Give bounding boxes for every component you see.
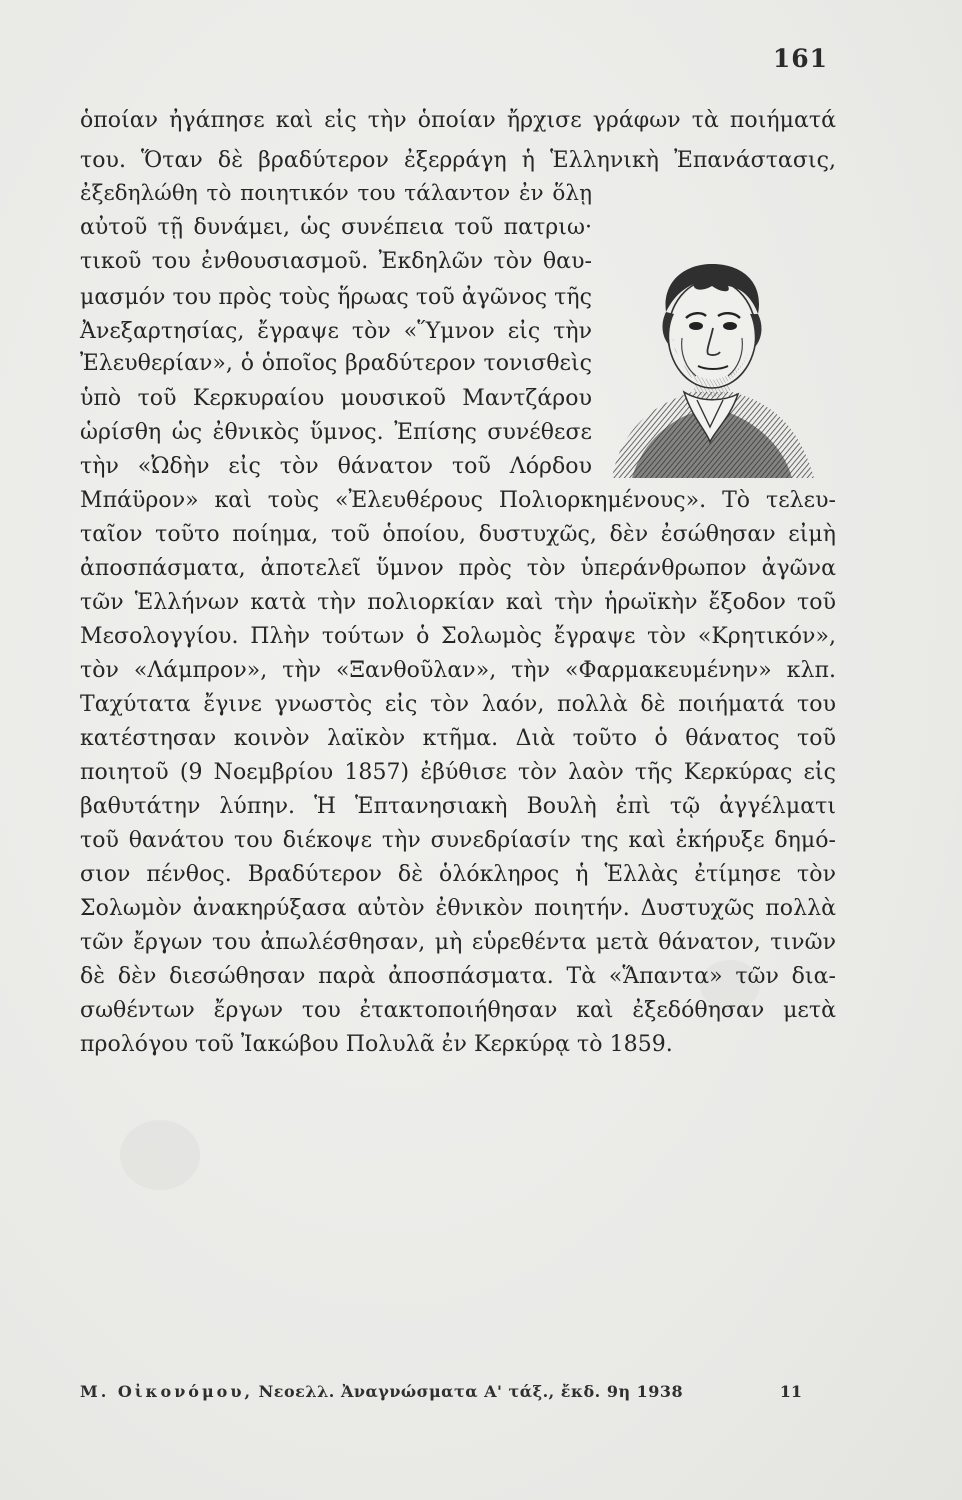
- text-line: τῶν Ἑλλήνων κατὰ τὴν πολιορκίαν καὶ τὴν ἡρωϊκὴν ἔξοδον τοῦ: [80, 590, 836, 615]
- text-line: προλόγου τοῦ Ἰακώβου Πολυλᾶ ἐν Κερκύρᾳ τὸ 1859.: [80, 1032, 673, 1057]
- text-line: δὲ δὲν διεσώθησαν παρὰ ἀποσπάσματα. Τὰ «Ἅπαντα» τῶν δια-: [80, 964, 836, 989]
- text-line: Ἐλευθερίαν», ὁ ὁποῖος βραδύτερον τονισθεὶς: [80, 351, 592, 376]
- text-line: τὸν «Λάμπρον», τὴν «Ξανθοῦλαν», τὴν «Φαρμακευμένην» κλπ.: [80, 658, 836, 683]
- text-line: κατέστησαν κοινὸν λαϊκὸν κτῆμα. Διὰ τοῦτο ὁ θάνατος τοῦ: [80, 726, 836, 751]
- page-footer: [80, 1382, 802, 1401]
- text-line: ἐξεδηλώθη τὸ ποιητικόν του τάλαντον ἐν ὅλῃ: [80, 181, 592, 206]
- text-line: αὐτοῦ τῇ δυνάμει, ὡς συνέπεια τοῦ πατριω·: [80, 215, 592, 240]
- text-line: τῶν ἔργων του ἀπωλέσθησαν, μὴ εὑρεθέντα μετὰ θάνατον, τινῶν: [80, 930, 836, 955]
- text-line: τὴν «Ὠδὴν εἰς τὸν θάνατον τοῦ Λόρδου: [80, 454, 592, 479]
- text-line: του. Ὅταν δὲ βραδύτερον ἐξερράγη ἡ Ἑλληνικὴ Ἐπανάστασις,: [80, 148, 836, 173]
- page-number: 161: [772, 44, 828, 73]
- footer-author: Μ. Οἰκονόμου,: [80, 1382, 254, 1401]
- text-line: Μεσολογγίου. Πλὴν τούτων ὁ Σολωμὸς ἔγραψε τὸν «Κρητικόν»,: [80, 624, 836, 649]
- text-line: Ταχύτατα ἔγινε γνωστὸς εἰς τὸν λαόν, πολλὰ δὲ ποιήματά του: [80, 692, 836, 717]
- text-line: σιον πένθος. Βραδύτερον δὲ ὁλόκληρος ἡ Ἑλλὰς ἐτίμησε τὸν: [80, 862, 836, 887]
- poet-portrait-image: [592, 242, 828, 478]
- text-line: ταῖον τοῦτο ποίημα, τοῦ ὁποίου, δυστυχῶς, δὲν ἐσώθησαν εἰμὴ: [80, 522, 836, 547]
- text-line: ὁποίαν ἠγάπησε καὶ εἰς τὴν ὁποίαν ἤρχισε γράφων τὰ ποιήματά: [80, 108, 836, 133]
- text-line: Μπάϋρον» καὶ τοὺς «Ἐλευθέρους Πολιορκημένους». Τὸ τελευ-: [80, 488, 836, 513]
- text-line: ὑπὸ τοῦ Κερκυραίου μουσικοῦ Μαντζάρου: [80, 386, 592, 411]
- footer-source: [80, 1382, 683, 1401]
- text-line: ποιητοῦ (9 Νοεμβρίου 1857) ἐβύθισε τὸν λαὸν τῆς Κερκύρας εἰς: [80, 760, 836, 785]
- footer-signature-mark: 11: [779, 1382, 802, 1401]
- text-line: μασμόν του πρὸς τοὺς ἥρωας τοῦ ἀγῶνος τῆς: [80, 285, 592, 310]
- text-line: ἀποσπάσματα, ἀποτελεῖ ὕμνον πρὸς τὸν ὑπεράνθρωπον ἀγῶνα: [80, 556, 836, 581]
- footer-citation: Νεοελλ. Ἀναγνώσματα Α' τάξ., ἔκδ. 9η 1938: [258, 1382, 684, 1401]
- text-line: βαθυτάτην λύπην. Ἡ Ἑπτανησιακὴ Βουλὴ ἐπὶ τῷ ἀγγέλματι: [80, 794, 836, 819]
- text-line: τοῦ θανάτου του διέκοψε τὴν συνεδρίασίν της καὶ ἐκήρυξε δημό-: [80, 828, 836, 853]
- text-line: Σολωμὸν ἀνακηρύξασα αὐτὸν ἐθνικὸν ποιητήν. Δυστυχῶς πολλὰ: [80, 896, 836, 921]
- text-line: τικοῦ του ἐνθουσιασμοῦ. Ἐκδηλῶν τὸν θαυ-: [80, 249, 592, 274]
- text-line: Ἀνεξαρτησίας, ἔγραψε τὸν «Ὕμνον εἰς τὴν: [80, 319, 592, 344]
- paper-stain: [120, 1120, 200, 1190]
- text-line: ὡρίσθη ὡς ἐθνικὸς ὕμνος. Ἐπίσης συνέθεσε: [80, 420, 592, 445]
- text-line: σωθέντων ἔργων του ἐτακτοποιήθησαν καὶ ἐξεδόθησαν μετὰ: [80, 998, 836, 1023]
